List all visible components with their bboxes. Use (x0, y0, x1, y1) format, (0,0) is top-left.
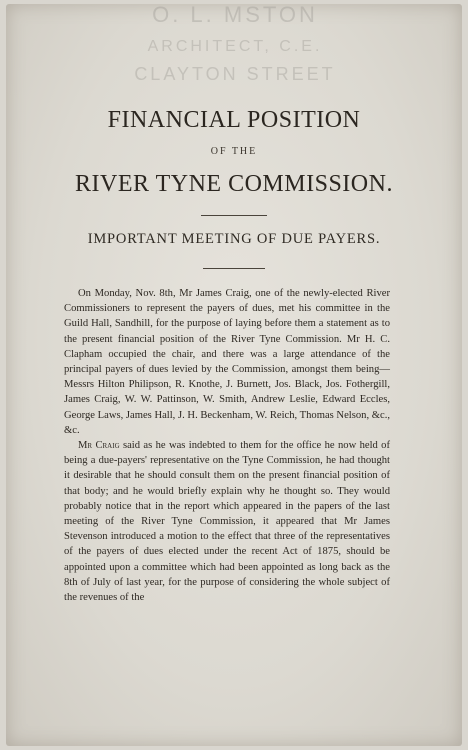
subtitle-divider (203, 268, 265, 269)
title-line-2: OF THE (210, 146, 258, 157)
title-line-3: RIVER TYNE COMMISSION. (75, 171, 393, 197)
paragraph-2 (64, 438, 390, 605)
speaker-name: Mr Craig (78, 440, 120, 452)
article-body (64, 286, 390, 605)
subtitle: IMPORTANT MEETING OF DUE PAYERS. (87, 231, 381, 247)
title-line-1: FINANCIAL POSITION (107, 107, 361, 133)
stamp-line-2: ARCHITECT, C.E. (147, 38, 323, 55)
stamp-line-1: O. L. MSTON (152, 2, 318, 27)
stamp-line-3: CLAYTON STREET (134, 64, 336, 84)
paragraph-2-text: said as he was indebted to them for the office he now held of being a due-payers' representative on the Tyne Commission, he had thought it desirable that he should consult them on the present financial position of that body; and he would briefly explain why he thought so. They would probably notice that in the report which appeared in the papers of the last meeting of the River Tyne Commission, it appeared that Mr James Stevenson introduced a motion to the effect that three of the representatives of the payers of dues elected under the recent Act of 1875, should be appointed upon a committee which had been appointed as long back as the 8th of July of last year, for the purpose of considering the whole subject of the revenues of the (64, 440, 390, 604)
title-divider (201, 215, 267, 216)
paragraph-1: On Monday, Nov. 8th, Mr James Craig, one of the newly-elected River Commissioners to represent the payers of dues, met his committee in the Guild Hall, Sandhill, for the purpose of laying before them a statement as to the present financial position of the River Tyne Commission. Mr H. C. Clapham occupied the chair, and there was a large attendance of the principal payers of dues levied by the Commission, amongst them being—Messrs Hilton Philipson, R. Knothe, J. Burnett, Jos. Black, Jos. Fothergill, James Craig, W. W. Pattinson, W. Smith, Andrew Leslie, Edward Eccles, George Laws, James Hall, J. H. Beckenham, W. Reich, Thomas Nelson, &c., &c. (64, 288, 390, 436)
letterhead-stamp (110, 0, 360, 85)
